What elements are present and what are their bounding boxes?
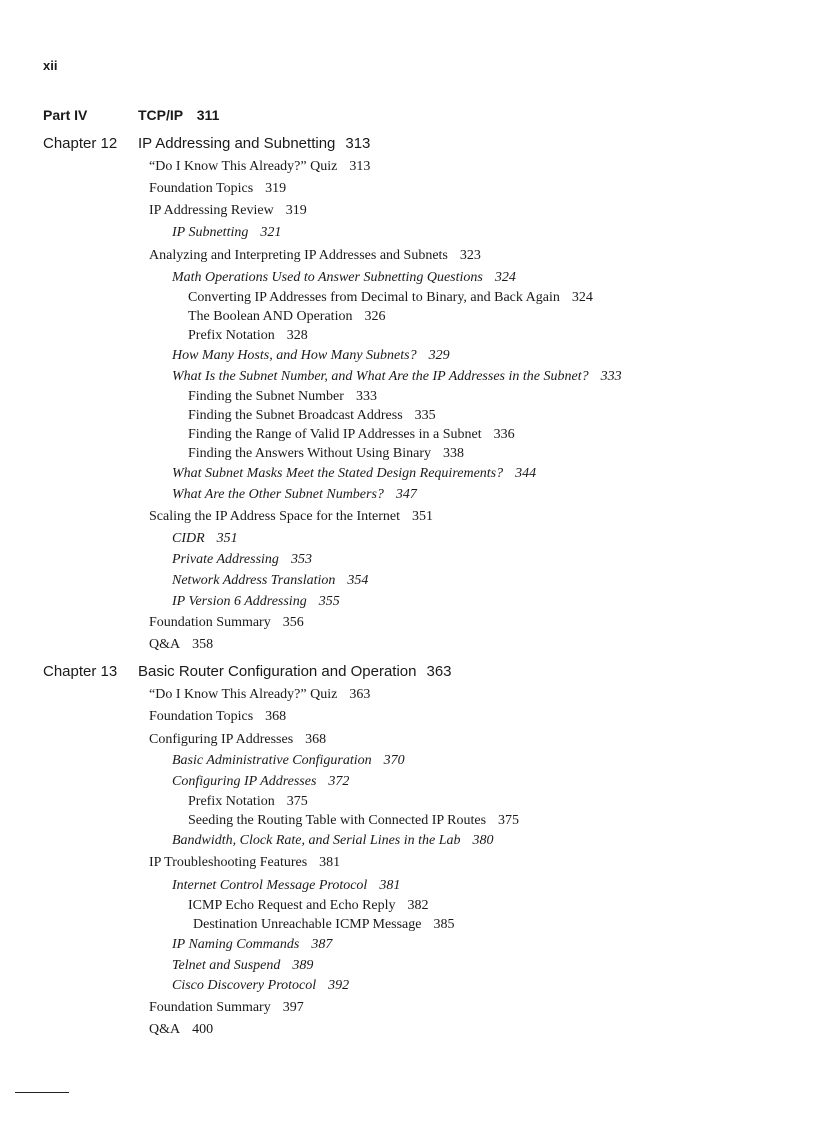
entry-page: 382 <box>407 898 429 913</box>
entry-page: 326 <box>364 309 386 324</box>
entry-page: 338 <box>443 446 465 461</box>
entry-page: 381 <box>379 878 401 893</box>
entry-title: Basic Administrative Configuration <box>172 753 372 768</box>
entry-title: IP Addressing Review <box>149 203 274 218</box>
toc-entry[interactable] <box>149 201 307 221</box>
entry-title: What Subnet Masks Meet the Stated Design Requirements? <box>172 466 504 481</box>
entry-title: Finding the Answers Without Using Binary <box>188 446 432 461</box>
part-label: Part IV <box>43 107 88 123</box>
toc-entry[interactable] <box>172 592 340 612</box>
entry-title: Analyzing and Interpreting IP Addresses and Subnets <box>149 248 448 263</box>
entry-title: Bandwidth, Clock Rate, and Serial Lines in the Lab <box>172 833 461 848</box>
toc-entry[interactable] <box>149 707 286 727</box>
entry-page: 389 <box>292 958 314 973</box>
toc-entry[interactable] <box>172 935 332 955</box>
entry-page: 375 <box>286 794 308 809</box>
part-heading[interactable] <box>138 107 219 123</box>
entry-page: 375 <box>498 813 520 828</box>
chapter-12-heading[interactable] <box>138 135 370 152</box>
entry-page: 363 <box>349 687 371 702</box>
toc-entry[interactable] <box>172 751 405 771</box>
toc-entry[interactable] <box>188 444 464 464</box>
entry-title: Q&A <box>149 637 181 652</box>
entry-page: 324 <box>571 290 593 305</box>
entry-title: Configuring IP Addresses <box>172 774 317 789</box>
toc-entry[interactable] <box>188 896 429 916</box>
toc-entry[interactable] <box>172 367 622 387</box>
entry-title: IP Naming Commands <box>172 937 300 952</box>
toc-entry[interactable] <box>172 485 417 505</box>
entry-page: 321 <box>260 225 282 240</box>
toc-entry[interactable] <box>172 772 349 792</box>
toc-entry[interactable] <box>188 326 308 346</box>
toc-entry[interactable] <box>188 387 377 407</box>
page-number: xii <box>43 58 58 73</box>
entry-page: 351 <box>412 509 434 524</box>
part-title: TCP/IP <box>138 107 183 123</box>
entry-title: Prefix Notation <box>188 328 275 343</box>
footer-rule <box>15 1092 69 1093</box>
entry-page: 355 <box>318 594 340 609</box>
toc-entry[interactable] <box>149 635 213 655</box>
entry-page: 329 <box>428 348 450 363</box>
chapter-13-page: 363 <box>426 663 452 680</box>
entry-title: “Do I Know This Already?” Quiz <box>149 687 338 702</box>
entry-title: How Many Hosts, and How Many Subnets? <box>172 348 417 363</box>
entry-page: 368 <box>265 709 287 724</box>
entry-page: 354 <box>347 573 369 588</box>
entry-page: 335 <box>414 408 436 423</box>
toc-entry[interactable] <box>172 571 368 591</box>
entry-page: 324 <box>494 270 516 285</box>
entry-title: Prefix Notation <box>188 794 275 809</box>
entry-title: Foundation Topics <box>149 181 254 196</box>
toc-entry[interactable] <box>193 915 454 935</box>
entry-title: The Boolean AND Operation <box>188 309 353 324</box>
entry-title: Telnet and Suspend <box>172 958 281 973</box>
entry-title: What Is the Subnet Number, and What Are the IP Addresses in the Subnet? <box>172 369 589 384</box>
entry-title: IP Version 6 Addressing <box>172 594 307 609</box>
entry-page: 333 <box>600 369 622 384</box>
toc-entry[interactable] <box>172 956 313 976</box>
entry-page: 356 <box>282 615 304 630</box>
toc-entry[interactable] <box>172 529 238 549</box>
entry-title: Q&A <box>149 1022 181 1037</box>
entry-page: 392 <box>328 978 350 993</box>
toc-entry[interactable] <box>149 853 340 873</box>
toc-entry[interactable] <box>172 976 349 996</box>
toc-entry[interactable] <box>149 179 286 199</box>
entry-title: “Do I Know This Already?” Quiz <box>149 159 338 174</box>
toc-entry[interactable] <box>188 288 593 308</box>
entry-title: Network Address Translation <box>172 573 336 588</box>
toc-entry[interactable] <box>149 157 370 177</box>
entry-page: 328 <box>286 328 308 343</box>
entry-title: Finding the Subnet Broadcast Address <box>188 408 403 423</box>
entry-title: Private Addressing <box>172 552 279 567</box>
toc-entry[interactable] <box>149 998 304 1018</box>
toc-entry[interactable] <box>149 730 326 750</box>
entry-title: ICMP Echo Request and Echo Reply <box>188 898 396 913</box>
toc-entry[interactable] <box>149 507 433 527</box>
entry-title: Seeding the Routing Table with Connected IP Routes <box>188 813 487 828</box>
entry-title: Foundation Topics <box>149 709 254 724</box>
part-page: 311 <box>196 107 220 123</box>
entry-page: 336 <box>493 427 515 442</box>
entry-page: 380 <box>472 833 494 848</box>
entry-page: 372 <box>328 774 350 789</box>
toc-entry[interactable] <box>172 346 450 366</box>
entry-title: Destination Unreachable ICMP Message <box>193 917 422 932</box>
entry-title: IP Troubleshooting Features <box>149 855 308 870</box>
entry-title: Internet Control Message Protocol <box>172 878 368 893</box>
toc-entry[interactable] <box>188 307 385 327</box>
entry-page: 347 <box>395 487 417 502</box>
entry-page: 323 <box>459 248 481 263</box>
entry-page: 319 <box>285 203 307 218</box>
entry-page: 381 <box>319 855 341 870</box>
entry-title: Math Operations Used to Answer Subnetting Questions <box>172 270 483 285</box>
toc-entry[interactable] <box>149 613 304 633</box>
entry-page: 319 <box>265 181 287 196</box>
entry-title: What Are the Other Subnet Numbers? <box>172 487 384 502</box>
toc-entry[interactable] <box>172 831 494 851</box>
entry-page: 385 <box>433 917 455 932</box>
toc-entry[interactable] <box>172 876 400 896</box>
toc-entry[interactable] <box>172 464 536 484</box>
entry-page: 397 <box>282 1000 304 1015</box>
chapter-13-label: Chapter 13 <box>43 663 118 680</box>
toc-entry[interactable] <box>149 246 481 266</box>
entry-title: Finding the Subnet Number <box>188 389 344 404</box>
chapter-13-heading[interactable] <box>138 663 452 680</box>
entry-title: Scaling the IP Address Space for the Internet <box>149 509 401 524</box>
entry-title: CIDR <box>172 531 205 546</box>
entry-page: 370 <box>383 753 405 768</box>
toc-entry[interactable] <box>172 550 312 570</box>
toc-entry[interactable] <box>172 268 516 288</box>
toc-entry[interactable] <box>188 792 308 812</box>
toc-entry[interactable] <box>188 425 515 445</box>
entry-title: Converting IP Addresses from Decimal to Binary, and Back Again <box>188 290 560 305</box>
entry-title: IP Subnetting <box>172 225 249 240</box>
chapter-13-title: Basic Router Configuration and Operation <box>138 663 417 680</box>
entry-page: 344 <box>515 466 537 481</box>
chapter-12-title: IP Addressing and Subnetting <box>138 135 336 152</box>
toc-entry[interactable] <box>172 223 281 243</box>
entry-page: 387 <box>311 937 333 952</box>
entry-title: Cisco Discovery Protocol <box>172 978 317 993</box>
toc-entry[interactable] <box>149 685 370 705</box>
chapter-12-label: Chapter 12 <box>43 135 118 152</box>
entry-title: Configuring IP Addresses <box>149 732 294 747</box>
entry-page: 400 <box>192 1022 214 1037</box>
entry-page: 333 <box>355 389 377 404</box>
toc-entry[interactable] <box>188 406 436 426</box>
entry-page: 358 <box>192 637 214 652</box>
toc-entry[interactable] <box>149 1020 213 1040</box>
entry-page: 351 <box>216 531 238 546</box>
entry-title: Foundation Summary <box>149 615 271 630</box>
entry-page: 368 <box>305 732 327 747</box>
entry-page: 353 <box>290 552 312 567</box>
chapter-12-page: 313 <box>345 135 371 152</box>
toc-entry[interactable] <box>188 811 519 831</box>
entry-page: 313 <box>349 159 371 174</box>
entry-title: Foundation Summary <box>149 1000 271 1015</box>
entry-title: Finding the Range of Valid IP Addresses in a Subnet <box>188 427 482 442</box>
